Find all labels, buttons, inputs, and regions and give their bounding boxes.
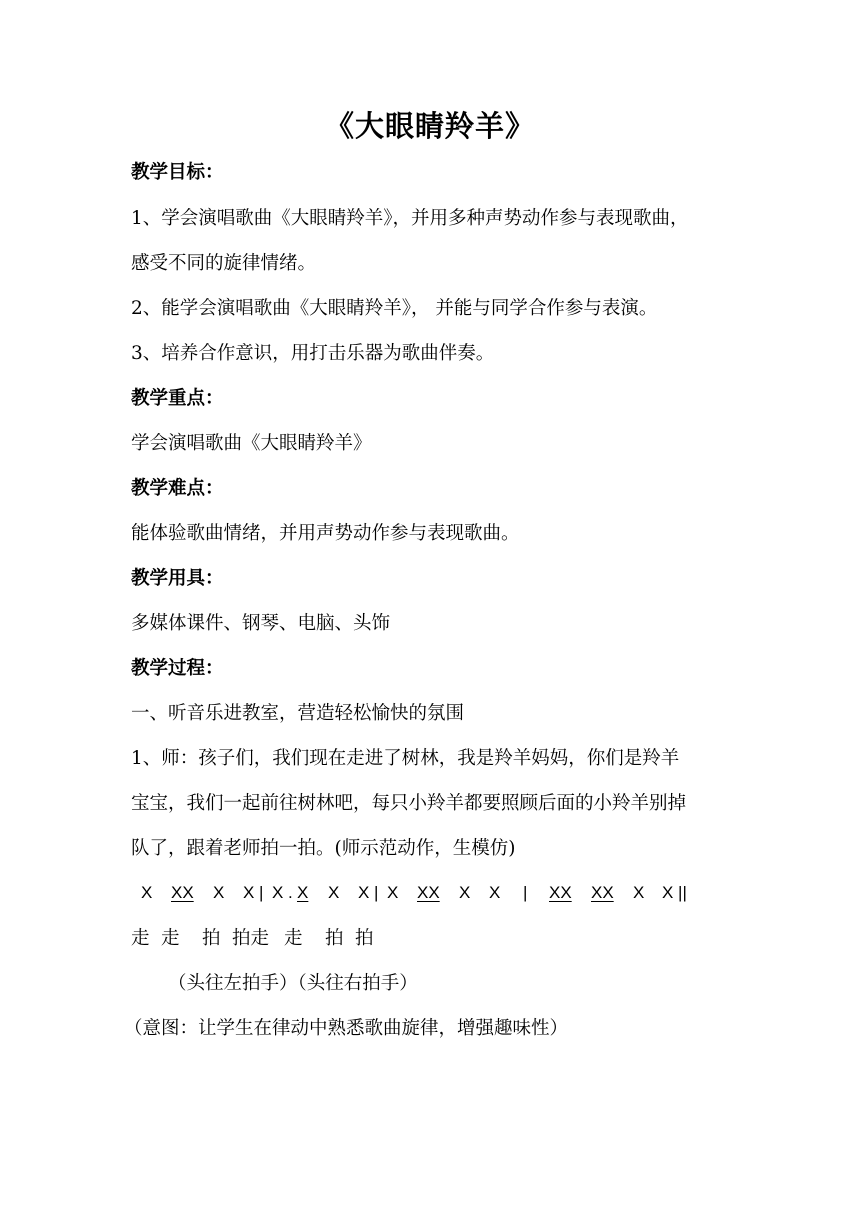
rhythm-note: X <box>387 883 399 902</box>
key-point-heading: 教学重点： <box>131 388 224 409</box>
rhythm-note: X . <box>272 883 293 902</box>
goal-1-line-2: 感受不同的旋律情绪。 <box>131 253 317 274</box>
lyric-word: 拍走 <box>232 928 270 949</box>
goal-2: 2、能学会演唱歌曲《大眼睛羚羊》， 并能与同学合作参与表演。 <box>131 298 658 319</box>
process-step-1: 一、听音乐进教室，营造轻松愉快的氛围 <box>131 703 465 724</box>
goal-1-line-1: 1、学会演唱歌曲《大眼睛羚羊》，并用多种声势动作参与表现歌曲， <box>131 208 689 229</box>
rhythm-note: X <box>328 883 340 902</box>
rhythm-note: X | <box>358 883 379 902</box>
lyric-word: 走 <box>131 928 150 949</box>
rhythm-barline: | <box>523 883 528 902</box>
lyric-word: 走 <box>161 928 180 949</box>
lyric-word: 拍 <box>355 928 374 949</box>
lyric-word: 拍 <box>202 928 221 949</box>
document-title: 《大眼睛羚羊》 <box>324 109 535 143</box>
teaching-tools-text: 多媒体课件、钢琴、电脑、头饰 <box>131 613 391 634</box>
intent-note: （意图：让学生在律动中熟悉歌曲旋律，增强趣味性） <box>124 1018 569 1039</box>
goals-heading: 教学目标： <box>131 162 224 183</box>
rhythm-note: XX <box>549 883 572 902</box>
rhythm-note: XX <box>171 883 194 902</box>
rhythm-note: X <box>213 883 225 902</box>
rhythm-note: X | <box>243 883 264 902</box>
lyric-word: 走 <box>284 928 303 949</box>
rhythm-note: XX <box>591 883 614 902</box>
rhythm-note: XX <box>417 883 440 902</box>
rhythm-note: X <box>297 883 309 902</box>
teaching-tools-heading: 教学用具： <box>131 568 224 589</box>
process-paragraph-line-3: 队了，跟着老师拍一拍。(师示范动作，生模仿) <box>131 838 516 859</box>
key-point-text: 学会演唱歌曲《大眼睛羚羊》 <box>131 433 372 454</box>
difficult-point-heading: 教学难点： <box>131 478 224 499</box>
rhythm-note: X <box>489 883 501 902</box>
hand-motion-note: （头往左拍手）（头往右拍手） <box>168 973 418 994</box>
rhythm-note: X <box>141 883 153 902</box>
rhythm-note: X || <box>662 883 687 902</box>
rhythm-note: X <box>459 883 471 902</box>
rhythm-note: X <box>633 883 645 902</box>
teaching-process-heading: 教学过程： <box>131 658 224 679</box>
difficult-point-text: 能体验歌曲情绪，并用声势动作参与表现歌曲。 <box>131 523 520 544</box>
goal-3: 3、培养合作意识，用打击乐器为歌曲伴奏。 <box>131 343 495 364</box>
process-paragraph-line-2: 宝宝，我们一起前往树林吧，每只小羚羊都要照顾后面的小羚羊别掉 <box>131 793 687 814</box>
lyric-word: 拍 <box>325 928 344 949</box>
process-paragraph-line-1: 1、师：孩子们，我们现在走进了树林，我是羚羊妈妈，你们是羚羊 <box>131 748 680 769</box>
